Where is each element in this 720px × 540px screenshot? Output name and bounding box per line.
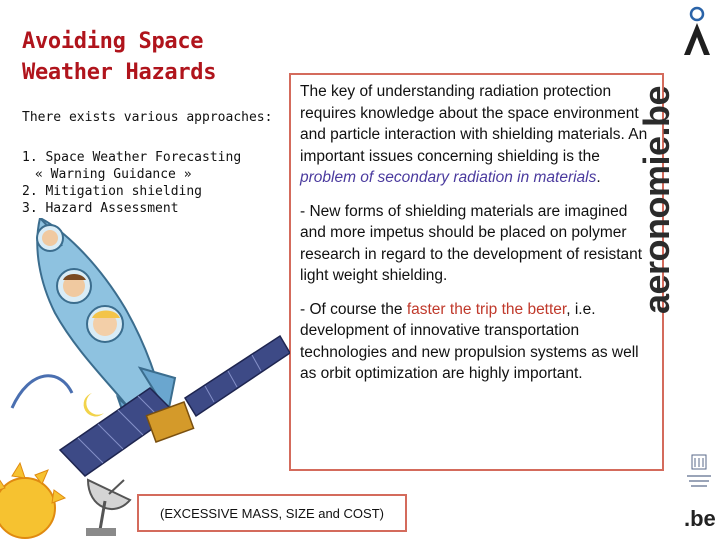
aeronomie-logo-icon — [680, 5, 714, 59]
belspo-logo-icon — [684, 453, 714, 491]
paragraph-radiation-end: . — [596, 169, 601, 186]
moon-icon — [12, 376, 104, 417]
highlight-faster-trip: faster the trip the better — [406, 300, 567, 318]
paragraph-materials: - New forms of shielding materials are imagined and more impetus should be placed on polymer research in regard to the development of resistant light weight shielding. — [300, 202, 643, 284]
content-box — [289, 73, 664, 471]
brand-wordmark — [636, 86, 678, 314]
approach-list — [22, 149, 241, 217]
be-logo: .be — [684, 506, 716, 531]
approach-item-shielding: 2. Mitigation shielding — [22, 184, 203, 199]
space-illustration — [0, 218, 290, 540]
title-line-1: Avoiding Space — [22, 29, 204, 54]
approach-item-forecasting: 1. Space Weather Forecasting — [22, 150, 242, 165]
brand-dot: . — [636, 126, 677, 137]
satellite-dish-icon — [86, 480, 130, 536]
paragraph-transport — [300, 299, 654, 385]
brand-word-aeronomie: aeronomie — [636, 136, 677, 315]
sun-icon — [0, 463, 65, 538]
intro-text: There exists various approaches: — [22, 110, 273, 125]
slide-title — [22, 26, 216, 88]
paragraph-transport-start: - Of course the — [300, 300, 407, 318]
footer-note: (EXCESSIVE MASS, SIZE and COST) — [137, 494, 407, 532]
brand-word-be: be — [636, 85, 677, 127]
paragraph-radiation — [300, 81, 654, 189]
approach-item-assessment: 3. Hazard Assessment — [22, 201, 179, 216]
paragraph-transport-end: , i.e. development of innovative transportation technologies and new propulsion systems as well as orbit optimization are highly important. — [300, 300, 639, 382]
title-line-2: Weather Hazards — [22, 60, 217, 85]
highlight-secondary-radiation: problem of secondary radiation in materials — [300, 169, 597, 186]
approach-item-forecasting-sub: « Warning Guidance » — [35, 167, 192, 182]
paragraph-radiation-text: The key of understanding radiation protection requires knowledge about the space environment and particle interaction with shielding materials. An important issues concerning shielding is the — [300, 83, 648, 165]
